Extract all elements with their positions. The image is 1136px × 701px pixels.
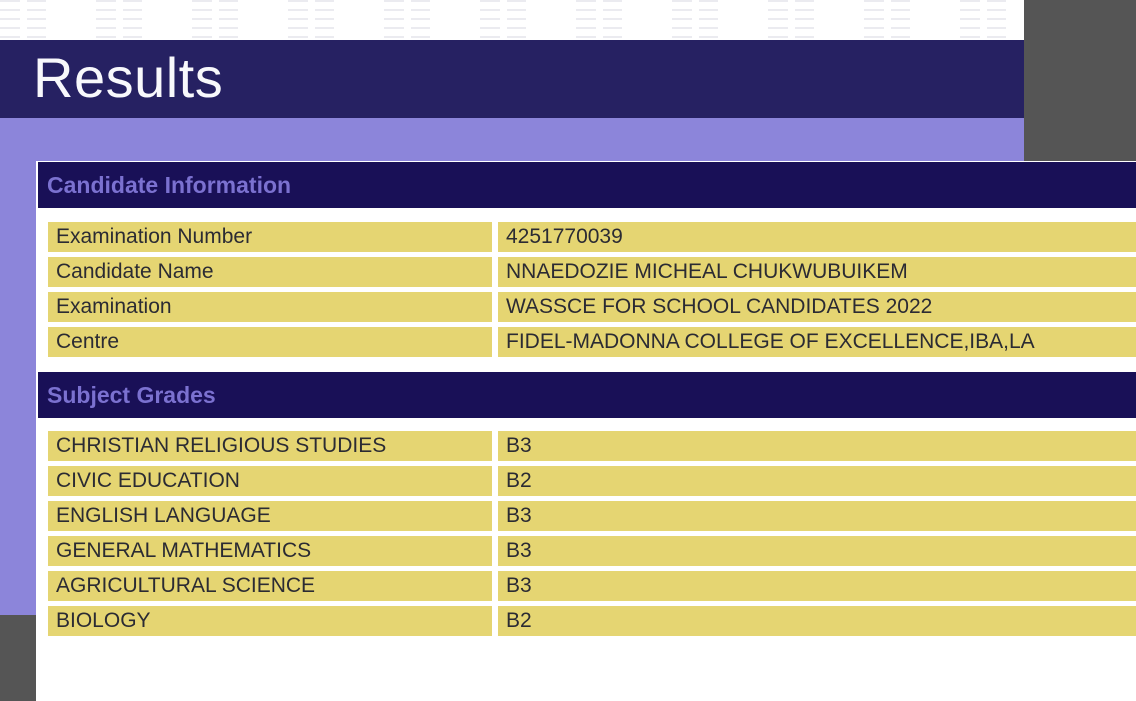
table-row xyxy=(48,292,1136,322)
subject-grades-table xyxy=(48,431,1136,636)
field-label: Examination Number xyxy=(48,222,492,252)
subject-row xyxy=(48,431,1136,461)
subject-grade: B3 xyxy=(498,431,1136,461)
table-row xyxy=(48,222,1136,252)
candidate-information-title: Candidate Information xyxy=(47,172,292,198)
field-value: 4251770039 xyxy=(498,222,1136,252)
field-value: WASSCE FOR SCHOOL CANDIDATES 2022 xyxy=(498,292,1136,322)
field-label: Centre xyxy=(48,327,492,357)
field-value: FIDEL-MADONNA COLLEGE OF EXCELLENCE,IBA,LA xyxy=(498,327,1136,357)
subject-row xyxy=(48,501,1136,531)
subject-name: AGRICULTURAL SCIENCE xyxy=(48,571,492,601)
field-value: NNAEDOZIE MICHEAL CHUKWUBUIKEM xyxy=(498,257,1136,287)
table-row xyxy=(48,327,1136,357)
subject-row xyxy=(48,466,1136,496)
subject-grade: B3 xyxy=(498,536,1136,566)
subject-row xyxy=(48,571,1136,601)
subject-name: ENGLISH LANGUAGE xyxy=(48,501,492,531)
field-label: Examination xyxy=(48,292,492,322)
subject-grades-section xyxy=(38,372,1136,636)
subject-name: GENERAL MATHEMATICS xyxy=(48,536,492,566)
page-header xyxy=(0,40,1024,118)
subject-name: CIVIC EDUCATION xyxy=(48,466,492,496)
page-title: Results xyxy=(33,46,224,109)
subject-grade: B2 xyxy=(498,606,1136,636)
subject-name: CHRISTIAN RELIGIOUS STUDIES xyxy=(48,431,492,461)
subject-grades-title: Subject Grades xyxy=(47,382,216,408)
subject-name: BIOLOGY xyxy=(48,606,492,636)
subject-grade: B2 xyxy=(498,466,1136,496)
watermark-strip xyxy=(0,0,1024,40)
results-card xyxy=(36,161,1136,701)
subject-row xyxy=(48,536,1136,566)
subject-grade: B3 xyxy=(498,571,1136,601)
field-label: Candidate Name xyxy=(48,257,492,287)
candidate-information-section xyxy=(38,162,1136,357)
table-row xyxy=(48,257,1136,287)
subject-row xyxy=(48,606,1136,636)
candidate-info-table xyxy=(48,222,1136,357)
candidate-information-header xyxy=(38,162,1136,208)
subject-grades-header xyxy=(38,372,1136,418)
subject-grade: B3 xyxy=(498,501,1136,531)
